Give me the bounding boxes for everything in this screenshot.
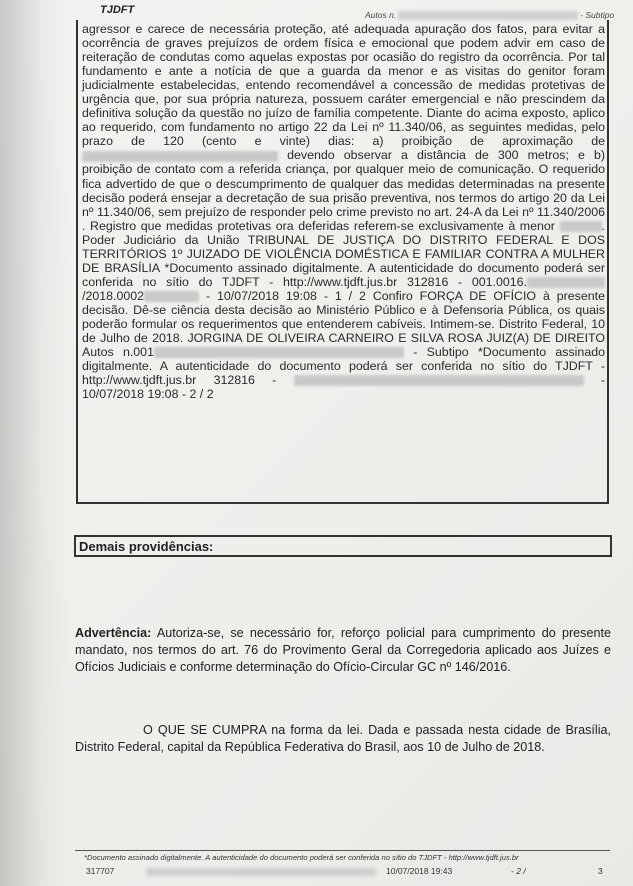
redacted-number — [527, 277, 605, 288]
footer-datetime: 10/07/2018 19:43 — [386, 866, 453, 876]
redacted-number — [144, 291, 199, 302]
subtipo-label: - Subtipo — [580, 10, 615, 20]
tjdft-logo: TJDFT — [100, 4, 135, 16]
advertencia-label: Advertência: — [75, 626, 152, 640]
footer-page-mark: - 2 / — [511, 866, 526, 876]
redacted-process-number — [398, 11, 578, 20]
footer-bottom — [86, 866, 616, 878]
advertencia-paragraph — [75, 625, 611, 676]
redacted-number — [154, 347, 404, 358]
decision-text-box — [76, 20, 609, 504]
section-title: Demais providências: — [79, 539, 214, 554]
page-shadow — [0, 0, 70, 886]
redacted-footer-number — [146, 868, 376, 876]
footer-divider — [75, 850, 610, 851]
closing-paragraph: O QUE SE CUMPRA na forma da lei. Dada e passada nesta cidade de Brasília, Distrito Federal, capital da República Federativa do Brasil, aos 10 de Julho de 2018. — [75, 723, 611, 754]
autos-reference — [365, 10, 614, 20]
redacted-name — [560, 221, 602, 232]
redacted-number — [294, 375, 584, 386]
footer-code: 317707 — [86, 866, 115, 876]
section-title-box — [74, 535, 612, 557]
page-header — [100, 4, 620, 20]
decision-paragraph: agressor e carece de necessária proteção, até adequada apuração dos fatos, para evitar a ocorrência de graves prejuízos de ordem física e emocional que podem advir em caso de reiteração de condutas como aquelas expostas por ocasião do registro da ocorrência. Por tal fundamento e ante a notícia de que a guarda da menor e as visitas do genitor foram judicialmente estabelecidas, entendo recomendável a concessão de medidas protetivas de urgência que, por sua própria natureza, possuem caráter emergencial e não prescindem da definitiva solução da questão no juízo de família competente. Diante do acima exposto, aplico ao requerido, com fundamento no artigo 22 da Lei nº 11.340/06, as seguintes medidas, pelo prazo de 120 (cento e vinte) dias: a) proibição de aproximação de devendo observar a distância de 300 metros; e b) proibição de contato com a referida criança, por qualquer meio de comunicação. O requerido fica advertido de que o descumprimento de qualquer das medidas determinadas na presente decisão poderá ensejar a decretação de sua prisão preventiva, nos termos do artigo 20 da Lei nº 11.340/06, sem prejuízo de responder pelo crime previsto no art. 24-A da Lei nº 11.340/2006 . Registro que medidas protetivas ora deferidas referem-se exclusivamente à menor . Poder Judiciário da União TRIBUNAL DE JUSTIÇA DO DISTRITO FEDERAL E DOS TERRITÓRIOS 1º JUIZADO DE VIOLÊNCIA DOMÉSTICA E FAMILIAR CONTRA A MULHER DE BRASÍLIA *Documento assinado digitalmente. A autenticidade do documento poderá ser conferida no sítio do TJDFT - http://www.tjdft.jus.br 312816 - 001.0016./2018.0002 - 10/07/2018 19:08 - 1 / 2 Confiro FORÇA DE OFÍCIO à presente decisão. Dê-se ciência desta decisão ao Ministério Público e à Defensoria Pública, os quais poderão formular os requerimentos que entenderem cabíveis. Intimem-se. Distrito Federal, 10 de Julho de 2018. JORGINA DE OLIVEIRA CARNEIRO E SILVA ROSA JUIZ(A) DE DIREITO Autos n.001 - Subtipo *Documento assinado digitalmente. A autenticidade do documento poderá ser conferida no sítio do TJDFT - http://www.tjdft.jus.br 312816 - - 10/07/2018 19:08 - 2 / 2 — [82, 22, 605, 402]
advertencia-text: Autoriza-se, se necessário for, reforço policial para cumprimento do presente mandato, nos termos do art. 76 do Provimento Geral da Corregedoria aplicado aos Juízes e Ofícios Judiciais e conforme determinação do Ofício-Circular GC nº 146/2016. — [75, 626, 611, 674]
redacted-name — [82, 151, 278, 162]
page-number: 3 — [598, 866, 603, 876]
footer-note: *Documento assinado digitalmente. A autenticidade do documento poderá ser conferida no sítio do TJDFT - http://www.tjdft.jus.br — [84, 853, 519, 862]
autos-label: Autos n. — [365, 10, 397, 20]
